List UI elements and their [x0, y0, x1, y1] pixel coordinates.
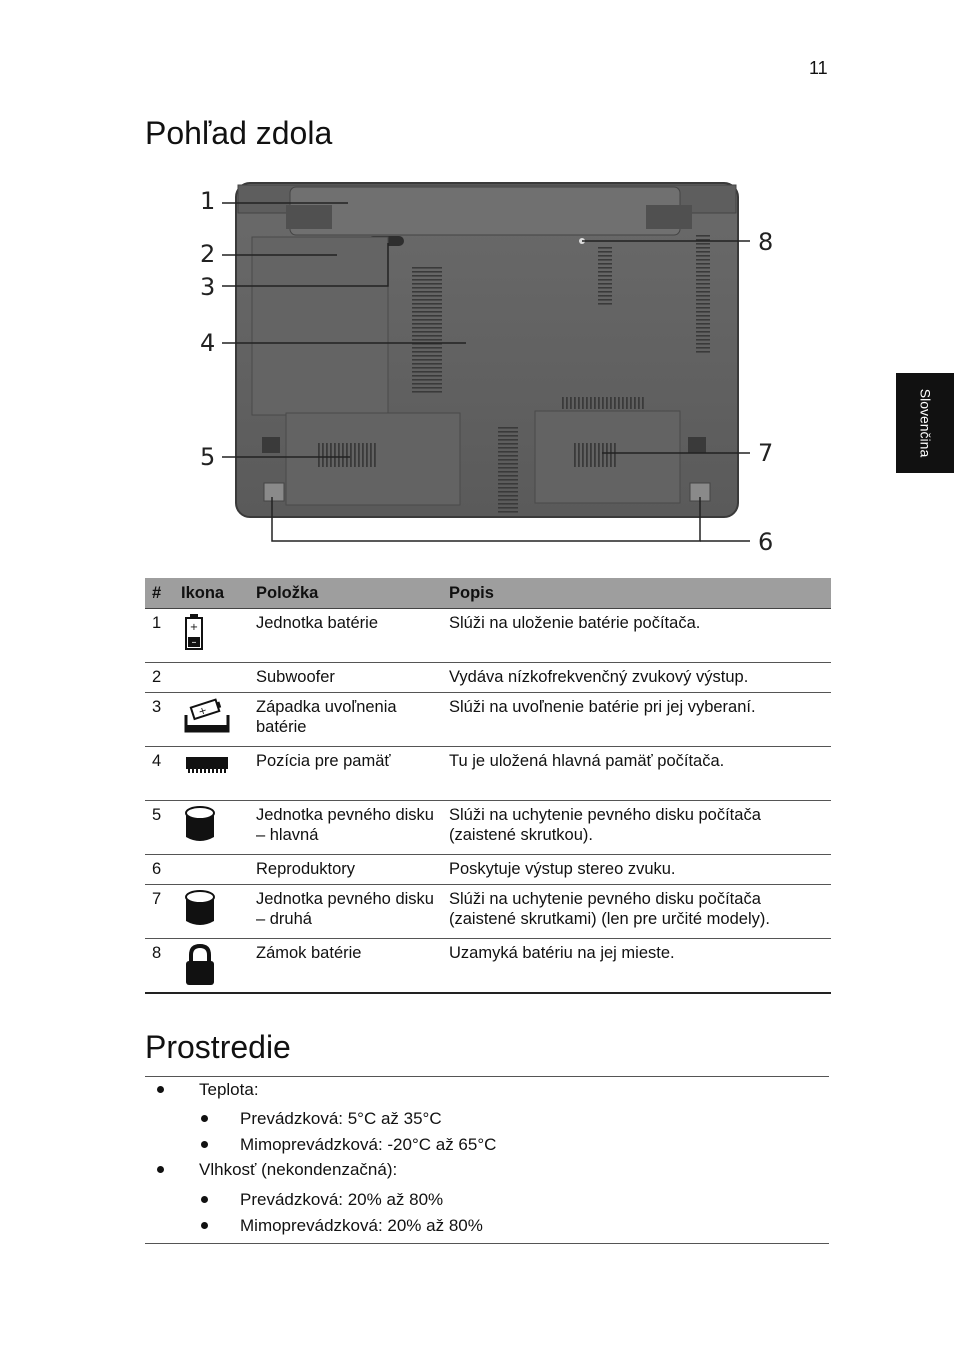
callout-7: 7 — [758, 439, 774, 467]
table-header-row — [145, 578, 831, 609]
table-row — [145, 693, 831, 747]
row-num: 2 — [145, 663, 174, 693]
temperature-operating: Prevádzková: 5°C až 35°C — [240, 1109, 442, 1128]
bullet — [201, 1222, 208, 1229]
memory-icon — [174, 747, 249, 801]
row-item: Zámok batérie — [249, 939, 442, 993]
header-icon: Ikona — [174, 578, 249, 609]
battery-release-icon — [174, 693, 249, 747]
table-row — [145, 885, 831, 939]
callout-4: 4 — [200, 329, 216, 357]
humidity-nonoperating: Mimoprevádzková: 20% až 80% — [240, 1216, 483, 1235]
bullet — [201, 1196, 208, 1203]
svg-text:+: + — [197, 705, 209, 719]
header-num: # — [145, 578, 174, 609]
lock-icon — [174, 939, 249, 993]
row-desc: Slúži na uchytenie pevného disku počítača (zaistené skrutkou). — [442, 801, 831, 855]
callout-8: 8 — [758, 228, 774, 256]
bullet — [201, 1141, 208, 1148]
humidity-operating: Prevádzková: 20% až 80% — [240, 1190, 444, 1209]
row-desc: Vydáva nízkofrekvenčný zvukový výstup. — [442, 663, 831, 693]
battery-icon — [174, 609, 249, 663]
callout-3: 3 — [200, 273, 216, 301]
section-title-bottom-view: Pohľad zdola — [145, 115, 333, 151]
temperature-label: Teplota: — [199, 1080, 259, 1099]
row-desc: Tu je uložená hlavná pamäť počítača. — [442, 747, 831, 801]
bullet — [201, 1115, 208, 1122]
row-num: 6 — [145, 855, 174, 885]
table-row — [145, 801, 831, 855]
header-desc: Popis — [442, 578, 831, 609]
hard-disk-icon — [174, 885, 249, 939]
table-row — [145, 939, 831, 993]
language-tab-label: Slovenčina — [917, 388, 933, 458]
row-num: 5 — [145, 801, 174, 855]
svg-text:+: + — [189, 622, 199, 633]
table-row — [145, 663, 831, 693]
temperature-nonoperating: Mimoprevádzková: -20°C až 65°C — [240, 1135, 497, 1154]
callout-1: 1 — [200, 187, 216, 215]
table-row — [145, 609, 831, 663]
row-num: 8 — [145, 939, 174, 993]
table-row — [145, 855, 831, 885]
callout-2: 2 — [200, 240, 216, 268]
humidity-label: Vlhkosť (nekondenzačná): — [199, 1160, 398, 1179]
row-desc: Uzamyká batériu na jej mieste. — [442, 939, 831, 993]
row-num: 1 — [145, 609, 174, 663]
callout-5: 5 — [200, 443, 216, 471]
language-tab — [896, 373, 954, 473]
svg-text:–: – — [191, 637, 197, 648]
row-desc: Slúži na uchytenie pevného disku počítača (zaistené skrutkami) (len pre určité modely). — [442, 885, 831, 939]
components-table — [145, 578, 831, 994]
section-title-environment: Prostredie — [145, 1029, 291, 1065]
row-item: Reproduktory — [249, 855, 442, 885]
row-desc: Poskytuje výstup stereo zvuku. — [442, 855, 831, 885]
laptop-bottom-diagram — [190, 175, 790, 560]
row-item: Jednotka batérie — [249, 609, 442, 663]
row-num: 4 — [145, 747, 174, 801]
page-number: 11 — [809, 58, 828, 78]
bullet — [157, 1166, 164, 1173]
callout-6: 6 — [758, 528, 774, 556]
row-num: 3 — [145, 693, 174, 747]
laptop-body — [236, 183, 738, 517]
header-item: Položka — [249, 578, 442, 609]
row-item: Jednotka pevného disku – druhá — [249, 885, 442, 939]
bullet — [157, 1086, 164, 1093]
row-desc: Slúži na uvoľnenie batérie pri jej vyberaní. — [442, 693, 831, 747]
row-num: 7 — [145, 885, 174, 939]
row-item: Jednotka pevného disku – hlavná — [249, 801, 442, 855]
row-icon-empty — [174, 663, 249, 693]
row-icon-empty — [174, 855, 249, 885]
row-item: Západka uvoľnenia batérie — [249, 693, 442, 747]
table-row — [145, 747, 831, 801]
hard-disk-icon — [174, 801, 249, 855]
row-item: Pozícia pre pamäť — [249, 747, 442, 801]
row-item: Subwoofer — [249, 663, 442, 693]
environment-list — [145, 1076, 829, 1244]
row-desc: Slúži na uloženie batérie počítača. — [442, 609, 831, 663]
